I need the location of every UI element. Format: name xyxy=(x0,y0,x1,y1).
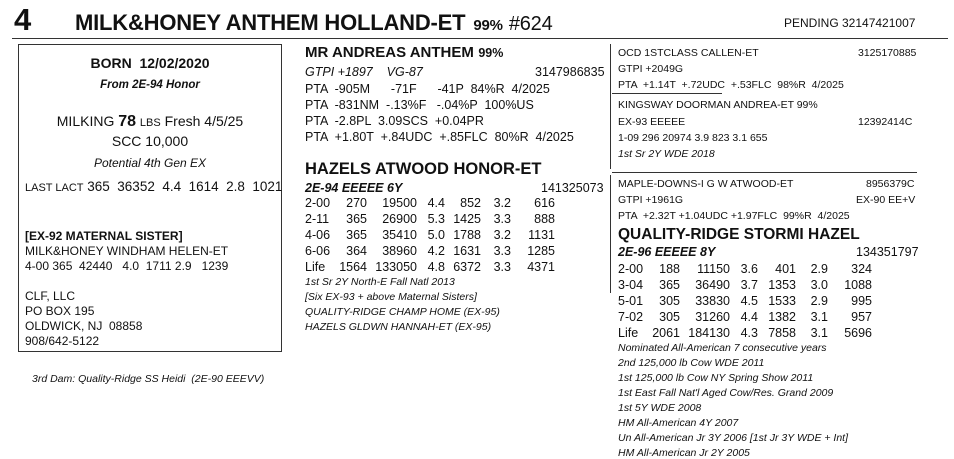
record-cell: 4371 xyxy=(527,260,555,274)
record-cell: 2-00 xyxy=(618,262,644,276)
third-dam: 3rd Dam: Quality-Ridge SS Heidi (2E-90 EEEVV) xyxy=(32,373,265,385)
record-cell: 1425 xyxy=(453,212,481,226)
sister-record: 4-00 365 42440 4.0 1711 2.9 1239 xyxy=(25,259,229,273)
owner-line: CLF, LLC xyxy=(25,289,76,303)
record-cell: 5696 xyxy=(844,326,872,340)
sire-sire-name: OCD 1STCLASS CALLEN-ET xyxy=(618,47,759,59)
dam-note: HAZELS GLDWN HANNAH-ET (EX-95) xyxy=(305,321,492,333)
record-cell: 1131 xyxy=(528,228,555,242)
record-cell: 1353 xyxy=(768,278,796,292)
granddam-note: Un All-American Jr 3Y 2006 [1st Jr 3Y WDE + Int] xyxy=(618,432,849,444)
potential-line: Potential 4th Gen EX xyxy=(93,156,207,170)
dam-sire-pta: PTA +2.32T +1.04UDC +1.97FLC 99%R 4/2025 xyxy=(618,210,850,222)
sire-pta-line: PTA -905M -71F -41P 84%R 4/2025 xyxy=(305,82,550,96)
sire-pta-line: PTA +1.80T +.84UDC +.85FLC 80%R 4/2025 xyxy=(305,130,574,144)
record-cell: 4.8 xyxy=(427,260,445,274)
dam-sire-name: MAPLE-DOWNS-I G W ATWOOD-ET xyxy=(618,178,794,190)
record-cell: 188 xyxy=(659,262,680,276)
record-cell: 995 xyxy=(851,294,872,308)
record-cell: 6372 xyxy=(453,260,481,274)
record-cell: 3-04 xyxy=(618,278,644,292)
record-cell: 1382 xyxy=(768,310,796,324)
sire-dam-note: 1st Sr 2Y WDE 2018 xyxy=(618,148,715,160)
record-cell: 1564 xyxy=(339,260,367,274)
record-cell: 4-06 xyxy=(305,228,331,242)
record-cell: 3.2 xyxy=(493,228,511,242)
record-cell: 324 xyxy=(851,262,872,276)
granddam-note: HM All-American 4Y 2007 xyxy=(618,417,739,429)
lot-number: 4 xyxy=(14,2,32,37)
record-cell: 4.3 xyxy=(740,326,758,340)
dam-note: [Six EX-93 + above Maternal Sisters] xyxy=(305,291,477,303)
owner-line: 908/642-5122 xyxy=(25,334,100,348)
record-cell: 3.0 xyxy=(810,278,828,292)
dam-note: 1st Sr 2Y North-E Fall Natl 2013 xyxy=(305,276,455,288)
granddam-note: 1st 125,000 lb Cow NY Spring Show 2011 xyxy=(618,372,814,384)
record-cell: 305 xyxy=(659,310,680,324)
record-cell: 4.5 xyxy=(740,294,758,308)
dam-note: QUALITY-RIDGE CHAMP HOME (EX-95) xyxy=(305,306,500,318)
record-cell: 1533 xyxy=(768,294,796,308)
dam-sire-gtpi: GTPI +1961G xyxy=(618,194,684,206)
record-cell: 1088 xyxy=(844,278,872,292)
dam-class: 2E-94 EEEEE 6Y xyxy=(305,181,403,195)
animal-name: MILK&HONEY ANTHEM HOLLAND-ET xyxy=(75,10,466,35)
granddam-name: QUALITY-RIDGE STORMI HAZEL xyxy=(618,226,860,243)
record-cell: 35410 xyxy=(382,228,417,242)
record-cell: 33830 xyxy=(695,294,730,308)
sister-heading: [EX-92 MATERNAL SISTER] xyxy=(25,229,183,243)
sire-sire-pta: PTA +1.14T +.72UDC +.53FLC 98%R 4/2025 xyxy=(618,79,844,91)
sire-dam-record: 1-09 296 20974 3.9 823 3.1 655 xyxy=(618,132,768,144)
header-divider xyxy=(12,38,948,39)
pedigree-line xyxy=(610,44,611,169)
record-cell: 7858 xyxy=(768,326,796,340)
record-cell: 133050 xyxy=(375,260,417,274)
sire-gtpi: GTPI +1897 VG-87 xyxy=(305,65,423,79)
record-cell: 957 xyxy=(851,310,872,324)
record-cell: 7-02 xyxy=(618,310,644,324)
animal-percent: 99% xyxy=(473,17,503,34)
record-cell: 2-11 xyxy=(305,212,330,226)
record-cell: 616 xyxy=(534,196,555,210)
sister-name: MILK&HONEY WINDHAM HELEN-ET xyxy=(25,244,229,258)
last-lact-line: LAST LACT 365 36352 4.4 1614 2.8 1021 xyxy=(25,179,283,194)
record-cell: 31260 xyxy=(695,310,730,324)
pedigree-line xyxy=(612,93,722,94)
granddam-reg: 134351797 xyxy=(856,245,919,259)
record-cell: 36490 xyxy=(695,278,730,292)
granddam-note: 1st 5Y WDE 2008 xyxy=(618,402,702,414)
animal-number: #624 xyxy=(508,13,553,35)
record-cell: 2.9 xyxy=(810,262,828,276)
sire-sire-gtpi: GTPI +2049G xyxy=(618,63,684,75)
record-cell: 3.2 xyxy=(493,196,511,210)
record-cell: 2.9 xyxy=(810,294,828,308)
scc-line: SCC 10,000 xyxy=(111,133,189,149)
cow-info-box xyxy=(18,44,282,352)
record-cell: 3.1 xyxy=(810,310,828,324)
granddam-note: 2nd 125,000 lb Cow WDE 2011 xyxy=(618,357,765,369)
record-cell: 4.4 xyxy=(427,196,445,210)
record-cell: 852 xyxy=(460,196,481,210)
record-cell: 1631 xyxy=(453,244,481,258)
sire-dam-reg: 12392414C xyxy=(858,116,913,128)
record-cell: 38960 xyxy=(382,244,417,258)
record-cell: 11150 xyxy=(697,262,730,276)
record-cell: Life xyxy=(305,260,326,274)
record-cell: 3.3 xyxy=(493,244,511,258)
animal-title xyxy=(75,10,553,36)
record-cell: 364 xyxy=(346,244,367,258)
sire-pta-line: PTA -831NM -.13%F -.04%P 100%US xyxy=(305,98,534,112)
sire-dam-class: EX-93 EEEEE xyxy=(618,116,686,128)
record-cell: 4.2 xyxy=(427,244,445,258)
record-cell: 365 xyxy=(659,278,680,292)
dam-sire-class: EX-90 EE+V xyxy=(856,194,916,206)
sire-dam-name: KINGSWAY DOORMAN ANDREA-ET 99% xyxy=(618,99,818,111)
record-cell: 401 xyxy=(775,262,796,276)
owner-line: PO BOX 195 xyxy=(25,304,95,318)
record-cell: 3.1 xyxy=(810,326,828,340)
born-line: BORN 12/02/2020 xyxy=(90,55,210,71)
granddam-note: 1st East Fall Nat'l Aged Cow/Res. Grand 2009 xyxy=(618,387,834,399)
record-cell: 3.7 xyxy=(740,278,758,292)
granddam-note: HM All-American Jr 2Y 2005 xyxy=(618,447,750,459)
record-cell: 2-00 xyxy=(305,196,331,210)
record-cell: 6-06 xyxy=(305,244,331,258)
record-cell: 1285 xyxy=(527,244,555,258)
record-cell: 365 xyxy=(346,212,367,226)
record-cell: 305 xyxy=(659,294,680,308)
record-cell: 3.6 xyxy=(740,262,758,276)
record-cell: 19500 xyxy=(382,196,417,210)
granddam-note: Nominated All-American 7 consecutive years xyxy=(618,342,827,354)
granddam-class: 2E-96 EEEEE 8Y xyxy=(618,245,716,259)
record-cell: 4.4 xyxy=(740,310,758,324)
pending-registration: PENDING 32147421007 xyxy=(784,16,916,30)
record-cell: 1788 xyxy=(453,228,481,242)
record-cell: 5.3 xyxy=(427,212,445,226)
dam-sire-reg: 8956379C xyxy=(866,178,915,190)
record-cell: 184130 xyxy=(688,326,730,340)
dam-reg: 141325073 xyxy=(541,181,604,195)
record-cell: 5-01 xyxy=(618,294,644,308)
record-cell: 270 xyxy=(346,196,367,210)
record-cell: 26900 xyxy=(382,212,417,226)
record-cell: 2061 xyxy=(652,326,680,340)
record-cell: 5.0 xyxy=(427,228,445,242)
record-cell: 365 xyxy=(346,228,367,242)
record-cell: 888 xyxy=(534,212,555,226)
owner-line: OLDWICK, NJ 08858 xyxy=(25,319,143,333)
pedigree-line xyxy=(612,172,917,173)
sire-sire-reg: 3125170885 xyxy=(858,47,917,59)
milking-line: MILKING 78 LBS Fresh 4/5/25 xyxy=(56,113,244,130)
record-cell: 3.3 xyxy=(493,212,511,226)
record-cell: Life xyxy=(618,326,639,340)
record-cell: 3.3 xyxy=(493,260,511,274)
sire-reg: 3147986835 xyxy=(535,65,605,79)
sire-name-line: MR ANDREAS ANTHEM 99% xyxy=(305,44,504,61)
sire-pta-line: PTA -2.8PL 3.09SCS +0.04PR xyxy=(305,114,484,128)
dam-name: HAZELS ATWOOD HONOR-ET xyxy=(305,160,542,178)
pedigree-line xyxy=(610,175,611,293)
from-dam: From 2E-94 Honor xyxy=(100,79,200,91)
